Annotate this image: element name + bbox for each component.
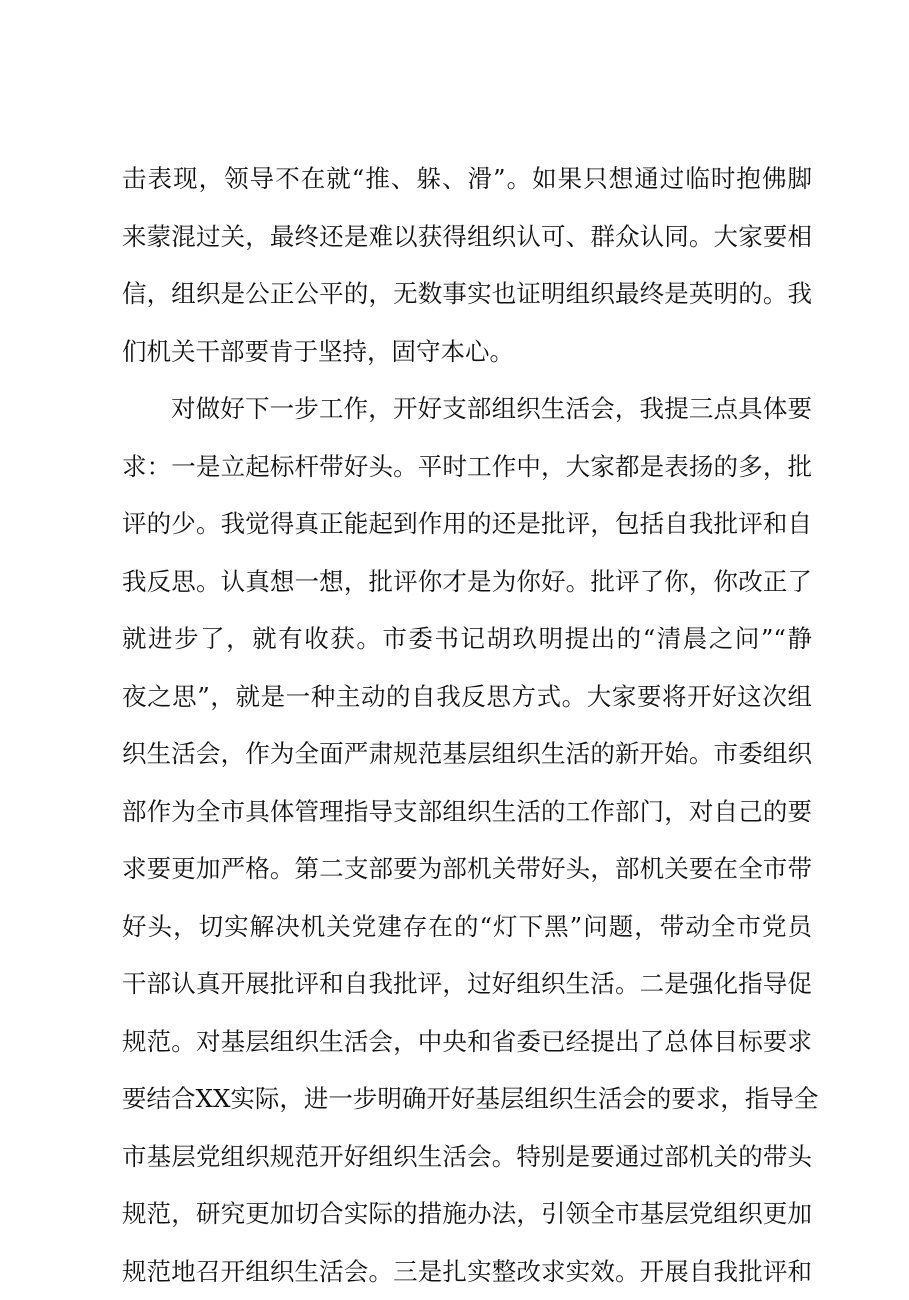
paragraph-line: 信，组织是公正公平的，无数事实也证明组织最终是英明的。我 [122, 265, 812, 323]
document-body [122, 150, 812, 1300]
paragraph-line: 们机关干部要肯于坚持，固守本心。 [122, 323, 812, 381]
paragraph-line: 干部认真开展批评和自我批评，过好组织生活。二是强化指导促 [122, 955, 812, 1013]
paragraph-line: 就进步了，就有收获。市委书记胡玖明提出的“清晨之问”“静 [122, 610, 812, 668]
paragraph-line: 我反思。认真想一想，批评你才是为你好。批评了你，你改正了 [122, 553, 812, 611]
paragraph-line: 夜之思”，就是一种主动的自我反思方式。大家要将开好这次组 [122, 668, 812, 726]
paragraph-line: 部作为全市具体管理指导支部组织生活的工作部门，对自己的要 [122, 783, 812, 841]
paragraph-2 [122, 380, 812, 1300]
paragraph-line: 评的少。我觉得真正能起到作用的还是批评，包括自我批评和自 [122, 495, 812, 553]
paragraph-line: 击表现，领导不在就“推、躲、滑”。如果只想通过临时抱佛脚 [122, 150, 812, 208]
paragraph-1 [122, 150, 812, 380]
paragraph-line: 规范，研究更加切合实际的措施办法，引领全市基层党组织更加 [122, 1185, 812, 1243]
paragraph-line: 求要更加严格。第二支部要为部机关带好头，部机关要在全市带 [122, 840, 812, 898]
paragraph-line: 求：一是立起标杆带好头。平时工作中，大家都是表扬的多，批 [122, 438, 812, 496]
paragraph-line: 织生活会，作为全面严肃规范基层组织生活的新开始。市委组织 [122, 725, 812, 783]
paragraph-line: 对做好下一步工作，开好支部组织生活会，我提三点具体要 [122, 380, 812, 438]
paragraph-line: 来蒙混过关，最终还是难以获得组织认可、群众认同。大家要相 [122, 208, 812, 266]
paragraph-line: 规范地召开组织生活会。三是扎实整改求实效。开展自我批评和 [122, 1243, 812, 1300]
paragraph-line: 规范。对基层组织生活会，中央和省委已经提出了总体目标要求 [122, 1013, 812, 1071]
paragraph-line: 市基层党组织规范开好组织生活会。特别是要通过部机关的带头 [122, 1128, 812, 1186]
paragraph-line: 好头，切实解决机关党建存在的“灯下黑”问题，带动全市党员 [122, 898, 812, 956]
paragraph-line: 要结合XX实际，进一步明确开好基层组织生活会的要求，指导全 [122, 1070, 812, 1128]
